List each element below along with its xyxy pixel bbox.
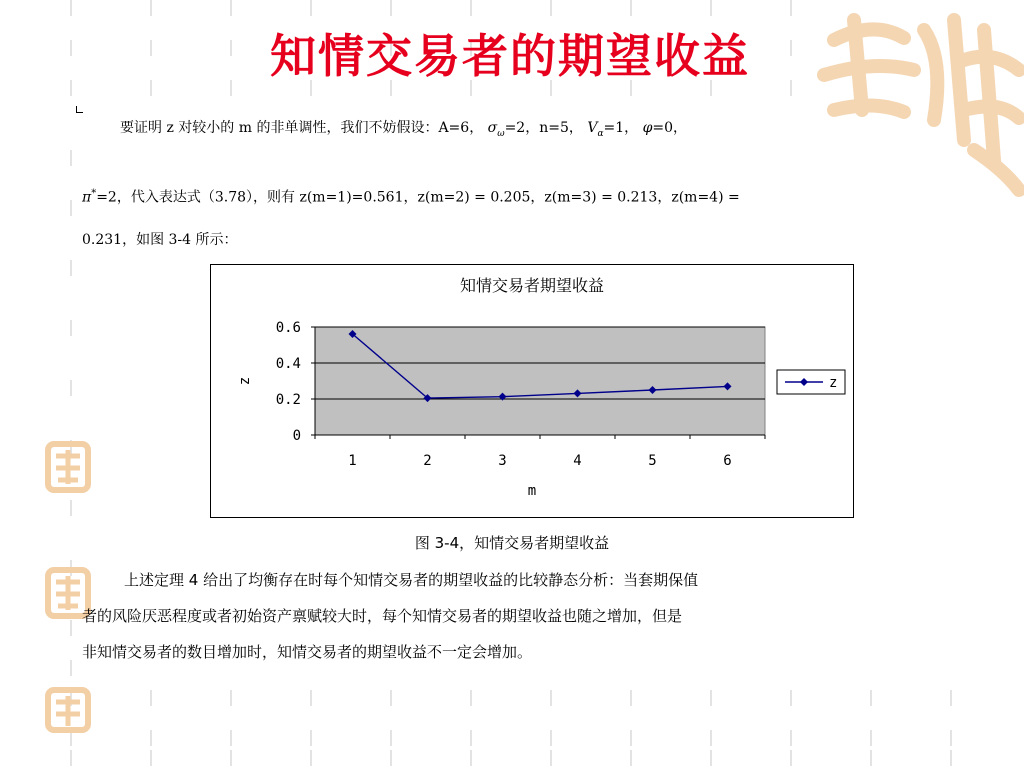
intro-line-1-tail: =0， [652,120,688,136]
plot-area [315,327,765,435]
background-tick [70,150,72,166]
background-tick [710,750,712,766]
intro-line-1 [120,118,687,144]
corner-mark [76,106,83,113]
y-tick-label: 0 [292,428,301,444]
background-tick [70,380,72,396]
background-tick [390,690,392,706]
background-tick [390,730,392,746]
background-tick [70,660,72,676]
x-tick-label: 4 [573,453,582,469]
background-tick [790,750,792,766]
background-tick [790,0,792,16]
y-tick-label: 0.6 [275,320,301,336]
background-tick [150,750,152,766]
background-tick [390,750,392,766]
x-tick-label: 6 [723,453,732,469]
pi-symbol: π [82,189,92,206]
background-tick [550,730,552,746]
background-tick [710,690,712,706]
background-tick [70,260,72,276]
background-tick [870,690,872,706]
background-tick [950,730,952,746]
x-tick-label: 3 [498,453,507,469]
background-tick [150,0,152,16]
background-tick [70,500,72,516]
para2-line-2: 者的风险厌恶程度或者初始资产禀赋较大时，每个知情交易者的期望收益也随之增加，但是 [82,607,683,625]
intro-line-2 [82,184,740,208]
background-tick [870,750,872,766]
background-tick [470,730,472,746]
background-tick [630,730,632,746]
background-tick [870,730,872,746]
background-tick [310,0,312,16]
background-tick [710,0,712,16]
legend-label: z [829,375,838,391]
background-tick [630,750,632,766]
background-tick [950,750,952,766]
intro-line-1-lead: 要证明 z 对较小的 m 的非单调性，我们不妨假设：A=6， [120,120,484,136]
background-tick [150,730,152,746]
x-tick-label: 2 [423,453,432,469]
background-tick [310,750,312,766]
y-tick-label: 0.2 [275,392,301,408]
x-axis-label: m [527,483,537,499]
seal-icon [44,686,92,734]
x-tick-label: 5 [648,453,657,469]
y-tick-label: 0.4 [275,356,301,372]
background-tick [790,730,792,746]
para2-line-1: 上述定理 4 给出了均衡存在时每个知情交易者的期望收益的比较静态分析：当套期保值 [124,571,699,589]
background-tick [710,730,712,746]
background-tick [230,750,232,766]
sigma-subscript: ω [497,128,505,139]
x-tick-label: 1 [348,453,357,469]
background-tick [70,750,72,766]
background-tick [70,0,72,16]
intro-line-1-mid1: =2，n=5， [504,120,583,136]
background-tick [470,0,472,16]
background-tick [550,0,552,16]
chart-title: 知情交易者期望收益 [459,276,605,295]
background-tick [70,200,72,216]
background-tick [950,690,952,706]
background-tick [310,730,312,746]
figure-caption: 图 3-4，知情交易者期望收益 [414,534,610,552]
background-tick [550,750,552,766]
chart-frame [210,264,854,518]
background-tick [230,730,232,746]
background-tick [70,40,72,56]
intro-line-1-mid2: =1， [603,120,639,136]
v-subscript: α [597,128,604,139]
background-tick [630,690,632,706]
background-tick [470,690,472,706]
sigma-symbol: σ [487,120,498,136]
background-tick [310,690,312,706]
background-tick [550,690,552,706]
background-tick [150,690,152,706]
background-tick [470,750,472,766]
line-chart [211,265,853,517]
background-tick [70,320,72,336]
background-tick [230,690,232,706]
v-symbol: V [587,120,598,136]
background-tick [70,80,72,96]
seal-icon [44,440,92,494]
intro-line-3: 0.231，如图 3-4 所示： [82,232,238,248]
background-tick [390,0,392,16]
background-tick [790,690,792,706]
background-tick [70,620,72,636]
pi-superscript: * [91,188,97,199]
background-tick [230,0,232,16]
intro-line-2-text: =2，代入表达式（3.78），则有 z(m=1)=0.561，z(m=2) = 0.205，z(m=3) = 0.213，z(m=4) = [96,189,740,206]
phi-symbol: φ [642,120,653,136]
para2-line-3: 非知情交易者的数目增加时，知情交易者的期望收益不一定会增加。 [82,643,533,661]
background-tick [630,0,632,16]
y-axis-label: z [237,376,253,386]
slide-title: 知情交易者的期望收益 [270,29,750,83]
